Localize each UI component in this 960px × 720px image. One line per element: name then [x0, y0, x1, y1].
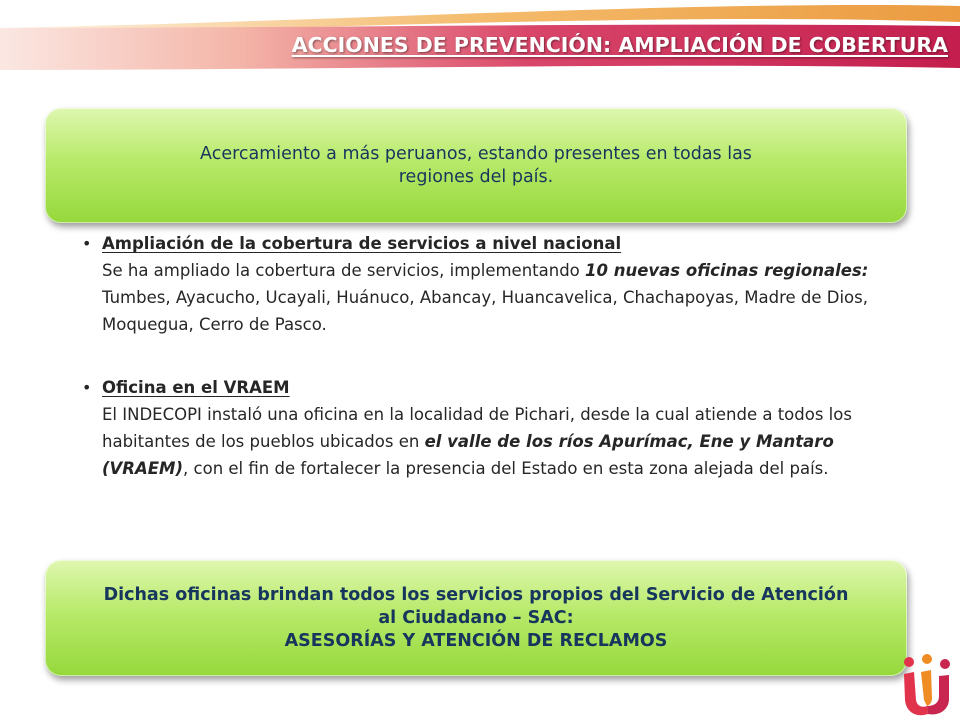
- bottom-box-text: [104, 584, 849, 653]
- indecopi-logo-icon: [900, 648, 954, 716]
- list-item: [78, 374, 878, 482]
- item-emphasis: 10 nuevas oficinas regionales:: [585, 261, 869, 280]
- item-text-end: , con el fin de fortalecer la presencia del Estado en esta zona alejada del país.: [183, 459, 829, 478]
- top-box-text: [200, 143, 752, 189]
- item-heading: Ampliación de la cobertura de servicios a nivel nacional: [102, 234, 622, 253]
- bottom-box-line-3: ASESORÍAS Y ATENCIÓN DE RECLAMOS: [284, 630, 668, 651]
- item-text: El INDECOPI instaló una oficina en la localidad de Pichari, desde la cual atiende a todos los habitantes de los pueblos ubicados en: [102, 405, 852, 451]
- list-item: [78, 230, 878, 338]
- top-box-line-1: Acercamiento a más peruanos, estando presentes en todas las: [200, 143, 752, 164]
- bullet-icon: •: [82, 234, 92, 253]
- bottom-box-line-2: al Ciudadano – SAC:: [378, 607, 574, 628]
- item-heading: Oficina en el VRAEM: [102, 378, 290, 397]
- item-text-end: Tumbes, Ayacucho, Ucayali, Huánuco, Abancay, Huancavelica, Chachapoyas, Madre de Dios, Moquegua, Cerro de Pasco.: [102, 288, 868, 334]
- bullet-icon: •: [82, 378, 92, 397]
- item-emphasis: el valle de los ríos Apurímac, Ene y Mantaro (VRAEM): [102, 432, 834, 478]
- bullet-list: [78, 230, 878, 482]
- top-highlight-box: [45, 108, 907, 223]
- top-box-line-2: regiones del país.: [398, 166, 554, 187]
- bottom-highlight-box: [45, 560, 907, 676]
- page-title: ACCIONES DE PREVENCIÓN: AMPLIACIÓN DE COBERTURA: [291, 33, 948, 57]
- item-text: Se ha ampliado la cobertura de servicios, implementando: [102, 261, 586, 280]
- bottom-box-line-1: Dichas oficinas brindan todos los servicios propios del Servicio de Atención: [103, 584, 849, 605]
